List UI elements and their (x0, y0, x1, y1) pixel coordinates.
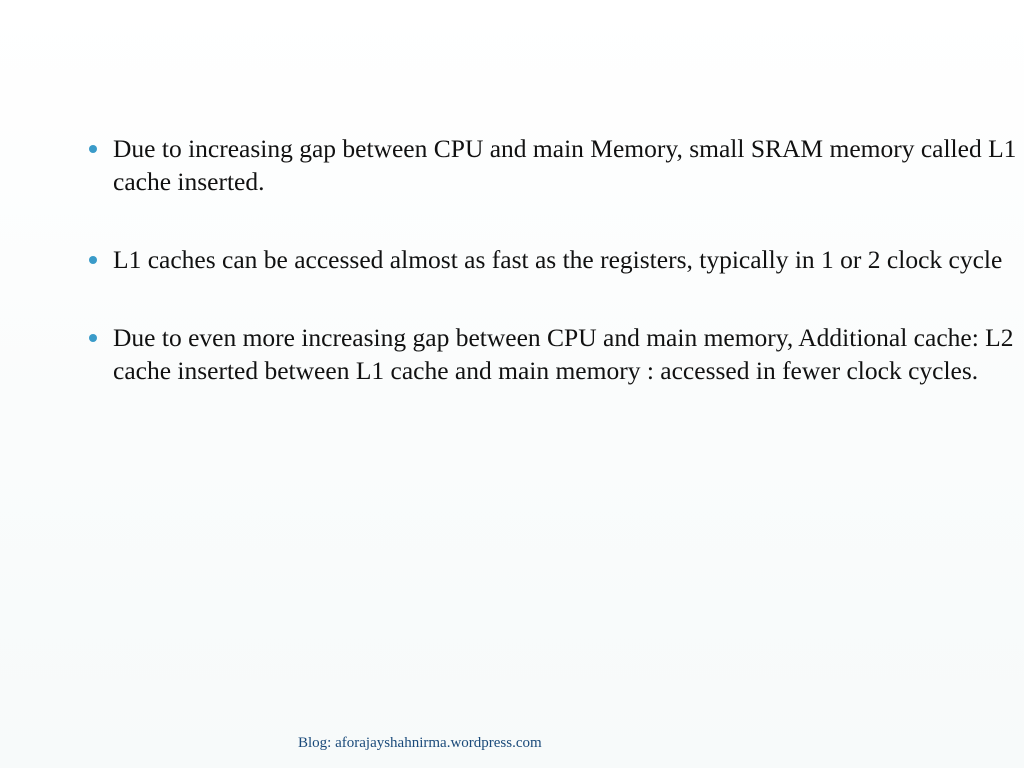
bullet-item (88, 321, 1018, 387)
bullet-dot-icon (89, 256, 97, 264)
bullet-item (88, 132, 1018, 198)
footer-blog-link[interactable]: Blog: aforajayshahnirma.wordpress.com (298, 735, 542, 751)
bullet-dot-icon (89, 334, 97, 342)
bullet-item (88, 243, 1018, 276)
bullet-dot-icon (89, 145, 97, 153)
bullet-text: Due to even more increasing gap between CPU and main memory, Additional cache: L2 cache inserted between L1 cache and main memory : accessed in fewer clock cycles. (113, 323, 1014, 385)
bullet-list (88, 132, 1018, 432)
bullet-text: L1 caches can be accessed almost as fast as the registers, typically in 1 or 2 clock cycle (113, 245, 1003, 274)
bullet-text: Due to increasing gap between CPU and main Memory, small SRAM memory called L1 cache inserted. (113, 134, 1017, 196)
